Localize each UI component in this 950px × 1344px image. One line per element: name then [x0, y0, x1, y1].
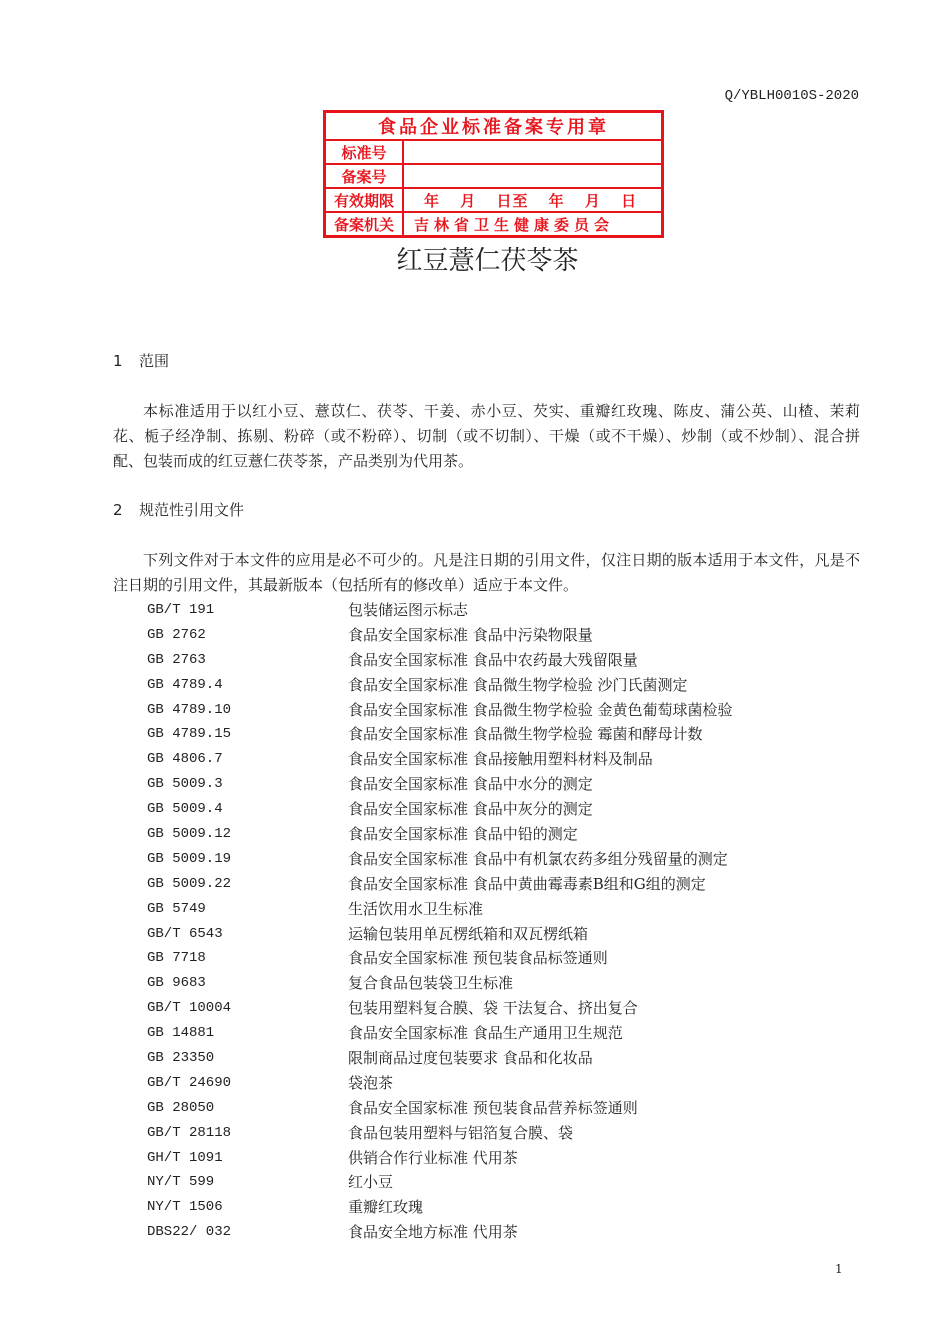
reference-row [147, 1121, 860, 1146]
reference-row [147, 598, 860, 623]
reference-title: 食品安全国家标准 食品中黄曲霉毒素B组和G组的测定 [348, 874, 706, 893]
reference-row [147, 872, 860, 897]
reference-row [147, 722, 860, 747]
reference-row [147, 1046, 860, 1071]
reference-code: GB/T 6543 [147, 925, 223, 942]
reference-title: 运输包装用单瓦楞纸箱和双瓦楞纸箱 [348, 924, 589, 943]
reference-title: 供销合作行业标准 代用茶 [348, 1148, 518, 1167]
reference-code: GB 2762 [147, 626, 206, 643]
stamp-title: 食品企业标准备案专用章 [326, 113, 661, 141]
reference-title: 食品安全国家标准 食品中农药最大残留限量 [348, 650, 638, 669]
reference-row [147, 623, 860, 648]
reference-title: 食品安全国家标准 预包装食品营养标签通则 [348, 1098, 638, 1117]
reference-code: NY/T 599 [147, 1174, 215, 1191]
document-body [113, 352, 860, 1245]
reference-code: GB 23350 [147, 1050, 215, 1067]
section-2-text: 下列文件对于本文件的应用是必不可少的。凡是注日期的引用文件，仅注日期的版本适用于本文件，凡是不注日期的引用文件，其最新版本（包括所有的修改单）适应于本文件。 [113, 551, 860, 594]
reference-code: GB 5749 [147, 900, 206, 917]
reference-title: 复合食品包装袋卫生标准 [348, 974, 514, 993]
reference-title: 食品安全国家标准 食品中污染物限量 [348, 625, 593, 644]
reference-row [147, 971, 860, 996]
stamp-authority-value: 吉林省卫生健康委员会 [414, 215, 615, 234]
reference-row [147, 922, 860, 947]
section-1-text: 本标准适用于以红小豆、薏苡仁、茯苓、干姜、赤小豆、芡实、重瓣红玫瑰、陈皮、蒲公英、山楂、茉莉花、栀子经净制、拣剔、粉碎（或不粉碎）、切制（或不切制）、干燥（或不干燥）、炒制（或不炒制）、混合拼配、包装而成的红豆薏仁茯苓茶，产品类别为代用茶。 [113, 402, 860, 470]
reference-code: DBS22/ 032 [147, 1224, 232, 1241]
reference-code: GB/T 24690 [147, 1074, 232, 1091]
reference-code: GB 5009.19 [147, 850, 232, 867]
section-1-heading [113, 352, 860, 370]
reference-title: 食品安全国家标准 食品微生物学检验 霉菌和酵母计数 [348, 725, 703, 744]
reference-row [147, 1195, 860, 1220]
reference-title: 食品安全国家标准 食品微生物学检验 金黄色葡萄球菌检验 [348, 700, 733, 719]
reference-code: GB/T 10004 [147, 1000, 232, 1017]
document-title: 红豆薏仁茯苓茶 [396, 246, 579, 276]
reference-code: GB/T 191 [147, 602, 215, 618]
reference-title: 包装储运图示标志 [348, 601, 469, 619]
reference-code: GB 5009.12 [147, 826, 232, 843]
section-number: 1 [113, 352, 123, 370]
reference-title: 食品安全国家标准 食品生产通用卫生规范 [348, 1024, 623, 1043]
reference-title: 限制商品过度包装要求 食品和化妆品 [348, 1049, 593, 1068]
stamp-validity-value: 年 月 日至 年 月 日 [424, 191, 638, 210]
document-code: Q/YBLH0010S-2020 [724, 88, 859, 104]
section-2-heading [113, 501, 860, 519]
reference-row [147, 897, 860, 922]
reference-title: 食品安全国家标准 食品微生物学检验 沙门氏菌测定 [348, 675, 688, 694]
reference-title: 食品安全国家标准 食品中有机氯农药多组分残留量的测定 [348, 849, 728, 868]
reference-code: GH/T 1091 [147, 1149, 223, 1166]
reference-code: GB 4789.15 [147, 726, 232, 743]
reference-title: 包装用塑料复合膜、袋 干法复合、挤出复合 [348, 999, 638, 1018]
reference-code: GB 7718 [147, 950, 206, 967]
reference-title: 食品包装用塑料与铝箔复合膜、袋 [348, 1123, 574, 1142]
reference-row [147, 1071, 860, 1096]
reference-list [147, 598, 860, 1245]
reference-title: 袋泡茶 [348, 1073, 394, 1092]
reference-code: GB 5009.3 [147, 776, 223, 793]
reference-code: NY/T 1506 [147, 1199, 223, 1216]
reference-title: 红小豆 [348, 1173, 394, 1192]
reference-row [147, 797, 860, 822]
reference-row [147, 1096, 860, 1121]
reference-row [147, 1146, 860, 1171]
reference-code: GB 4806.7 [147, 751, 223, 768]
reference-code: GB 4789.10 [147, 701, 232, 718]
reference-row [147, 673, 860, 698]
reference-code: GB 5009.4 [147, 801, 223, 818]
reference-title: 生活饮用水卫生标准 [348, 899, 484, 918]
section-title: 范围 [139, 352, 170, 370]
reference-code: GB 14881 [147, 1025, 215, 1042]
reference-row [147, 822, 860, 847]
reference-row [147, 772, 860, 797]
stamp-std-label: 标准号 [326, 141, 404, 163]
filing-stamp [323, 110, 664, 238]
reference-row [147, 1220, 860, 1245]
section-title: 规范性引用文件 [139, 501, 245, 519]
reference-title: 食品安全国家标准 食品接触用塑料材料及制品 [348, 750, 653, 769]
reference-code: GB/T 28118 [147, 1124, 232, 1141]
reference-row [147, 996, 860, 1021]
section-number: 2 [113, 501, 123, 519]
reference-row [147, 747, 860, 772]
reference-title: 食品安全国家标准 预包装食品标签通则 [348, 949, 608, 968]
reference-title: 重瓣红玫瑰 [348, 1198, 424, 1217]
reference-row [147, 1170, 860, 1195]
reference-row [147, 698, 860, 723]
reference-title: 食品安全国家标准 食品中灰分的测定 [348, 800, 593, 819]
reference-title: 食品安全国家标准 食品中铅的测定 [348, 825, 578, 844]
reference-row [147, 648, 860, 673]
reference-title: 食品安全国家标准 食品中水分的测定 [348, 775, 593, 794]
reference-row [147, 1021, 860, 1046]
reference-code: GB 9683 [147, 975, 206, 992]
reference-code: GB 2763 [147, 651, 206, 668]
reference-row [147, 847, 860, 872]
reference-code: GB 5009.22 [147, 875, 232, 892]
stamp-filing-label: 备案号 [326, 165, 404, 187]
reference-code: GB 4789.4 [147, 676, 223, 693]
reference-title: 食品安全地方标准 代用茶 [348, 1223, 518, 1242]
stamp-authority-label: 备案机关 [326, 213, 404, 235]
reference-row [147, 946, 860, 971]
reference-code: GB 28050 [147, 1099, 215, 1116]
page-number: 1 [835, 1262, 843, 1276]
stamp-validity-label: 有效期限 [326, 189, 404, 211]
